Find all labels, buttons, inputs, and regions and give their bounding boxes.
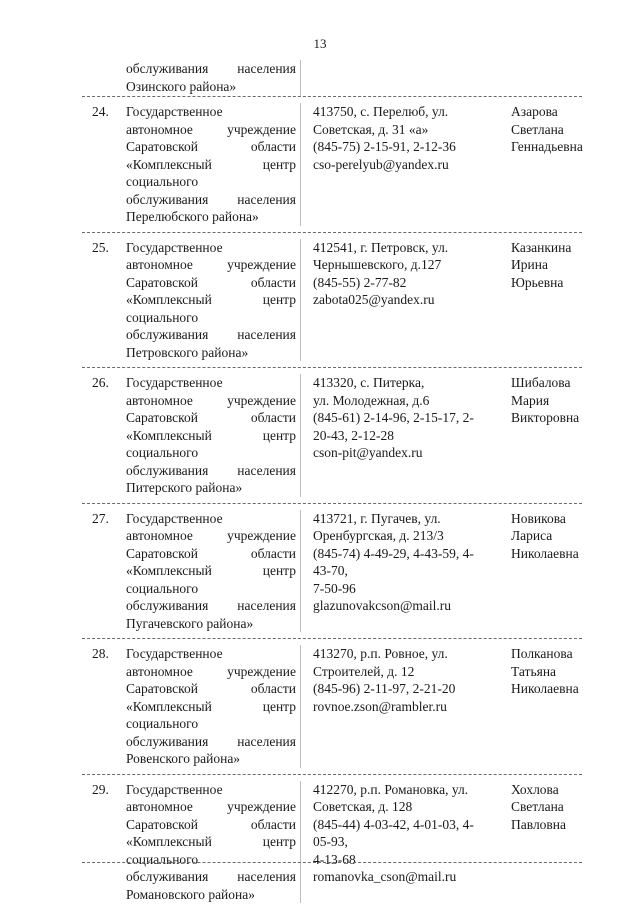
org-line: Петровского района» xyxy=(126,344,296,362)
org-line: Государственное xyxy=(126,781,296,799)
email-line: rovnoe.zson@rambler.ru xyxy=(313,698,501,716)
org-line: обслуживания населения xyxy=(126,60,296,78)
org-line: Государственное xyxy=(126,103,296,121)
phone-line: (845-44) 4-03-42, 4-01-03, 4- xyxy=(313,816,501,834)
address-line: Советская, д. 128 xyxy=(313,798,501,816)
org-line: Саратовской области xyxy=(126,680,296,698)
org-line: Саратовской области xyxy=(126,409,296,427)
table-row xyxy=(82,638,582,774)
address-line: 413750, с. Перелюб, ул. xyxy=(313,103,501,121)
email-line: zabota025@yandex.ru xyxy=(313,291,501,309)
email-line: cso-perelyub@yandex.ru xyxy=(313,156,501,174)
table-row xyxy=(82,503,582,639)
address-cell xyxy=(300,239,501,362)
org-line: социального xyxy=(126,580,296,598)
org-line: обслуживания населения xyxy=(126,326,296,344)
head-patronymic: Юрьевна xyxy=(511,274,582,292)
phone-line: (845-96) 2-11-97, 2-21-20 xyxy=(313,680,501,698)
address-line: Чернышевского, д.127 xyxy=(313,256,501,274)
org-line: Саратовской области xyxy=(126,816,296,834)
organization-cell xyxy=(126,645,300,768)
head-surname: Полканова xyxy=(511,645,582,663)
head-patronymic: Николаевна xyxy=(511,545,582,563)
address-line: Строителей, д. 12 xyxy=(313,663,501,681)
address-line: ул. Молодежная, д.6 xyxy=(313,392,501,410)
phone-line: 7-50-96 xyxy=(313,580,501,598)
org-line: обслуживания населения xyxy=(126,191,296,209)
phone-line: 20-43, 2-12-28 xyxy=(313,427,501,445)
head-patronymic: Павловна xyxy=(511,816,582,834)
address-line: 412541, г. Петровск, ул. xyxy=(313,239,501,257)
phone-line: 43-70, xyxy=(313,562,501,580)
address-line: 413320, с. Питерка, xyxy=(313,374,501,392)
org-line: обслуживания населения xyxy=(126,462,296,480)
head-name: Лариса xyxy=(511,527,582,545)
org-line: социального xyxy=(126,851,296,869)
address-cell xyxy=(300,374,501,497)
head-surname: Казанкина xyxy=(511,239,582,257)
head-patronymic: Геннадьевна xyxy=(511,138,582,156)
org-line: автономное учреждение xyxy=(126,392,296,410)
org-line: «Комплексный центр xyxy=(126,427,296,445)
org-line: «Комплексный центр xyxy=(126,833,296,851)
head-name: Мария xyxy=(511,392,582,410)
head-cell xyxy=(501,239,582,362)
table-row xyxy=(82,232,582,368)
address-line: 412270, р.п. Романовка, ул. xyxy=(313,781,501,799)
org-line: «Комплексный центр xyxy=(126,562,296,580)
org-line: автономное учреждение xyxy=(126,527,296,545)
org-line: социального xyxy=(126,173,296,191)
table-row xyxy=(82,96,582,232)
org-line: социального xyxy=(126,444,296,462)
head-cell xyxy=(501,374,582,497)
org-line: Романовского района» xyxy=(126,886,296,904)
org-line: Саратовской области xyxy=(126,138,296,156)
row-number-cell xyxy=(82,60,126,96)
phone-line: 4-13-68 xyxy=(313,851,501,869)
org-line: Государственное xyxy=(126,239,296,257)
head-name: Татьяна xyxy=(511,663,582,681)
org-line: обслуживания населения xyxy=(126,733,296,751)
org-line: «Комплексный центр xyxy=(126,156,296,174)
org-line: Ровенского района» xyxy=(126,750,296,768)
head-patronymic: Николаевна xyxy=(511,680,582,698)
org-line: Саратовской области xyxy=(126,545,296,563)
row-number: 26. xyxy=(82,374,126,497)
phone-line: (845-61) 2-14-96, 2-15-17, 2- xyxy=(313,409,501,427)
head-patronymic: Викторовна xyxy=(511,409,582,427)
address-line: 413721, г. Пугачев, ул. xyxy=(313,510,501,528)
org-line: «Комплексный центр xyxy=(126,291,296,309)
organizations-table xyxy=(82,60,582,909)
org-line: автономное учреждение xyxy=(126,663,296,681)
org-line: Озинского района» xyxy=(126,78,296,96)
organization-cell xyxy=(126,781,300,904)
address-cell xyxy=(300,781,501,904)
org-line: обслуживания населения xyxy=(126,597,296,615)
org-line: Саратовской области xyxy=(126,274,296,292)
address-cell xyxy=(300,645,501,768)
org-line: Государственное xyxy=(126,645,296,663)
org-line: социального xyxy=(126,309,296,327)
page-number: 13 xyxy=(0,36,640,52)
phone-line: (845-55) 2-77-82 xyxy=(313,274,501,292)
organization-cell xyxy=(126,239,300,362)
row-number: 29. xyxy=(82,781,126,904)
row-number: 28. xyxy=(82,645,126,768)
address-line: Советская, д. 31 «а» xyxy=(313,121,501,139)
head-cell xyxy=(501,103,582,226)
head-cell xyxy=(501,645,582,768)
address-line: Оренбургская, д. 213/3 xyxy=(313,527,501,545)
org-line: Пугачевского района» xyxy=(126,615,296,633)
table-row xyxy=(82,367,582,503)
org-line: Государственное xyxy=(126,374,296,392)
address-cell xyxy=(300,60,501,96)
head-name: Светлана xyxy=(511,121,582,139)
org-line: Перелюбского района» xyxy=(126,208,296,226)
email-line: cson-pit@yandex.ru xyxy=(313,444,501,462)
table-row xyxy=(82,774,582,909)
row-number: 27. xyxy=(82,510,126,633)
org-line: социального xyxy=(126,715,296,733)
table-row-continuation xyxy=(82,60,582,96)
phone-line: (845-75) 2-15-91, 2-12-36 xyxy=(313,138,501,156)
head-surname: Шибалова xyxy=(511,374,582,392)
organization-cell xyxy=(126,374,300,497)
org-line: «Комплексный центр xyxy=(126,698,296,716)
address-cell xyxy=(300,103,501,226)
organization-cell xyxy=(126,60,300,96)
organization-cell xyxy=(126,510,300,633)
org-line: автономное учреждение xyxy=(126,121,296,139)
head-surname: Азарова xyxy=(511,103,582,121)
row-number: 24. xyxy=(82,103,126,226)
head-cell xyxy=(501,60,582,96)
phone-line: (845-74) 4-49-29, 4-43-59, 4- xyxy=(313,545,501,563)
bottom-rule xyxy=(82,862,582,863)
org-line: обслуживания населения xyxy=(126,868,296,886)
head-surname: Новикова xyxy=(511,510,582,528)
email-line: glazunovakcson@mail.ru xyxy=(313,597,501,615)
org-line: автономное учреждение xyxy=(126,256,296,274)
head-surname: Хохлова xyxy=(511,781,582,799)
email-line: romanovka_cson@mail.ru xyxy=(313,868,501,886)
address-line: 413270, р.п. Ровное, ул. xyxy=(313,645,501,663)
org-line: автономное учреждение xyxy=(126,798,296,816)
row-number: 25. xyxy=(82,239,126,362)
head-cell xyxy=(501,510,582,633)
phone-line: 05-93, xyxy=(313,833,501,851)
head-name: Ирина xyxy=(511,256,582,274)
organization-cell xyxy=(126,103,300,226)
address-cell xyxy=(300,510,501,633)
head-cell xyxy=(501,781,582,904)
head-name: Светлана xyxy=(511,798,582,816)
org-line: Государственное xyxy=(126,510,296,528)
org-line: Питерского района» xyxy=(126,479,296,497)
